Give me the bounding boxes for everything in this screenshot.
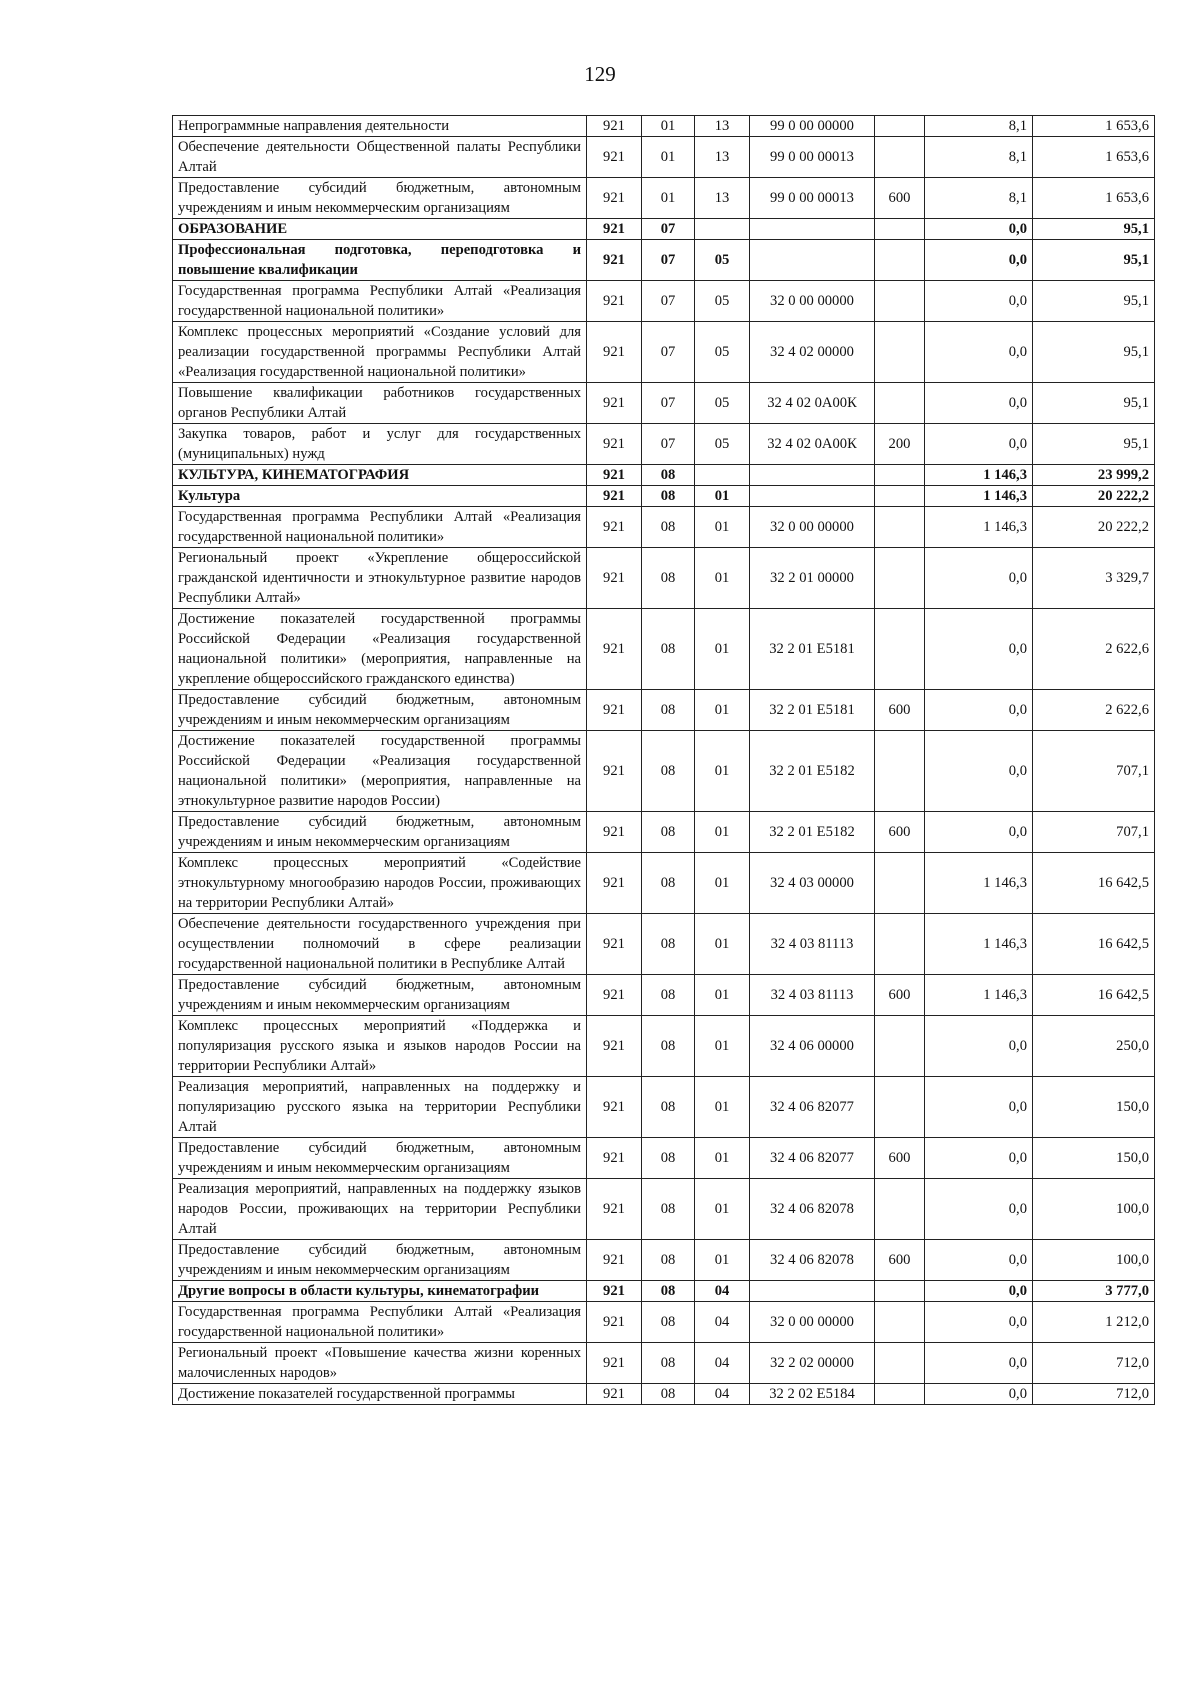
expense-type	[875, 281, 925, 322]
table-row	[173, 1384, 1155, 1405]
subsection-code: 05	[695, 424, 750, 465]
org-code: 921	[587, 507, 642, 548]
amount-1: 0,0	[925, 240, 1033, 281]
item-name: Предоставление субсидий бюджетным, автономным учреждениям и иным некоммерческим организациям	[173, 975, 587, 1016]
amount-2: 20 222,2	[1033, 507, 1155, 548]
amount-2: 712,0	[1033, 1384, 1155, 1405]
item-name: Реализация мероприятий, направленных на поддержку языков народов России, проживающих на территории Республики Алтай	[173, 1179, 587, 1240]
org-code: 921	[587, 383, 642, 424]
amount-2: 1 653,6	[1033, 178, 1155, 219]
org-code: 921	[587, 548, 642, 609]
table-row	[173, 322, 1155, 383]
target-article	[750, 240, 875, 281]
target-article: 32 4 06 82078	[750, 1240, 875, 1281]
item-name: Обеспечение деятельности Общественной палаты Республики Алтай	[173, 137, 587, 178]
amount-2: 95,1	[1033, 383, 1155, 424]
item-name: Культура	[173, 486, 587, 507]
amount-1: 8,1	[925, 116, 1033, 137]
target-article: 32 2 01 Е5182	[750, 731, 875, 812]
item-name: Достижение показателей государственной программы Российской Федерации «Реализация государственной национальной политики» (мероприятия, направленные на этнокультурное развитие народов России)	[173, 731, 587, 812]
amount-1: 0,0	[925, 1343, 1033, 1384]
expense-type: 600	[875, 690, 925, 731]
amount-2: 16 642,5	[1033, 975, 1155, 1016]
amount-2: 2 622,6	[1033, 690, 1155, 731]
item-name: Профессиональная подготовка, переподготовка и повышение квалификации	[173, 240, 587, 281]
expense-type	[875, 853, 925, 914]
item-name: Комплекс процессных мероприятий «Создание условий для реализации государственной программы Республики Алтай «Реализация государственной национальной политики»	[173, 322, 587, 383]
amount-2: 1 212,0	[1033, 1302, 1155, 1343]
subsection-code: 01	[695, 609, 750, 690]
amount-1: 0,0	[925, 609, 1033, 690]
amount-2: 100,0	[1033, 1240, 1155, 1281]
amount-1: 1 146,3	[925, 465, 1033, 486]
subsection-code: 04	[695, 1343, 750, 1384]
amount-2: 100,0	[1033, 1179, 1155, 1240]
target-article: 32 2 02 00000	[750, 1343, 875, 1384]
amount-1: 0,0	[925, 1240, 1033, 1281]
org-code: 921	[587, 1281, 642, 1302]
expense-type	[875, 1179, 925, 1240]
target-article: 99 0 00 00000	[750, 116, 875, 137]
item-name: Государственная программа Республики Алтай «Реализация государственной национальной политики»	[173, 507, 587, 548]
section-code: 07	[642, 240, 695, 281]
table-row	[173, 486, 1155, 507]
amount-1: 1 146,3	[925, 507, 1033, 548]
table-row	[173, 281, 1155, 322]
amount-1: 8,1	[925, 137, 1033, 178]
amount-1: 0,0	[925, 812, 1033, 853]
subsection-code: 01	[695, 914, 750, 975]
amount-1: 0,0	[925, 690, 1033, 731]
org-code: 921	[587, 281, 642, 322]
amount-2: 95,1	[1033, 219, 1155, 240]
expense-type	[875, 609, 925, 690]
expense-type	[875, 383, 925, 424]
item-name: Государственная программа Республики Алтай «Реализация государственной национальной политики»	[173, 281, 587, 322]
expense-type: 200	[875, 424, 925, 465]
table-row	[173, 609, 1155, 690]
target-article: 32 2 01 00000	[750, 548, 875, 609]
subsection-code: 01	[695, 1179, 750, 1240]
amount-2: 707,1	[1033, 812, 1155, 853]
target-article: 32 2 02 Е5184	[750, 1384, 875, 1405]
target-article: 32 0 00 00000	[750, 281, 875, 322]
expense-type	[875, 137, 925, 178]
org-code: 921	[587, 1343, 642, 1384]
expense-type	[875, 240, 925, 281]
target-article	[750, 1281, 875, 1302]
amount-2: 250,0	[1033, 1016, 1155, 1077]
item-name: Комплекс процессных мероприятий «Поддержка и популяризация русского языка и языков народов России на территории Республики Алтай»	[173, 1016, 587, 1077]
org-code: 921	[587, 1302, 642, 1343]
target-article: 32 4 02 0А00К	[750, 383, 875, 424]
target-article: 32 4 02 00000	[750, 322, 875, 383]
table-row	[173, 178, 1155, 219]
section-code: 07	[642, 322, 695, 383]
amount-1: 1 146,3	[925, 975, 1033, 1016]
target-article: 99 0 00 00013	[750, 178, 875, 219]
item-name: Достижение показателей государственной программы Российской Федерации «Реализация государственной национальной политики» (мероприятия, направленные на укрепление общероссийского гражданского единства)	[173, 609, 587, 690]
table-row	[173, 1138, 1155, 1179]
org-code: 921	[587, 219, 642, 240]
item-name: Региональный проект «Повышение качества жизни коренных малочисленных народов»	[173, 1343, 587, 1384]
section-code: 08	[642, 1077, 695, 1138]
amount-1: 1 146,3	[925, 914, 1033, 975]
section-code: 08	[642, 690, 695, 731]
table-row	[173, 731, 1155, 812]
section-code: 08	[642, 507, 695, 548]
amount-2: 150,0	[1033, 1077, 1155, 1138]
amount-2: 20 222,2	[1033, 486, 1155, 507]
expense-type	[875, 1281, 925, 1302]
table-row	[173, 1077, 1155, 1138]
item-name: КУЛЬТУРА, КИНЕМАТОГРАФИЯ	[173, 465, 587, 486]
expense-type	[875, 507, 925, 548]
amount-1: 1 146,3	[925, 486, 1033, 507]
amount-2: 95,1	[1033, 281, 1155, 322]
item-name: Предоставление субсидий бюджетным, автономным учреждениям и иным некоммерческим организациям	[173, 1138, 587, 1179]
subsection-code: 01	[695, 1138, 750, 1179]
section-code: 01	[642, 137, 695, 178]
amount-2: 1 653,6	[1033, 116, 1155, 137]
target-article: 32 0 00 00000	[750, 507, 875, 548]
expense-type	[875, 465, 925, 486]
table-row	[173, 116, 1155, 137]
subsection-code: 05	[695, 281, 750, 322]
expense-type	[875, 322, 925, 383]
subsection-code: 01	[695, 690, 750, 731]
org-code: 921	[587, 240, 642, 281]
amount-1: 8,1	[925, 178, 1033, 219]
amount-1: 0,0	[925, 424, 1033, 465]
subsection-code: 01	[695, 853, 750, 914]
target-article: 32 4 02 0А00К	[750, 424, 875, 465]
expense-type	[875, 116, 925, 137]
org-code: 921	[587, 178, 642, 219]
org-code: 921	[587, 1384, 642, 1405]
item-name: Обеспечение деятельности государственного учреждения при осуществлении полномочий в сфере реализации государственной национальной политики в Республике Алтай	[173, 914, 587, 975]
amount-2: 2 622,6	[1033, 609, 1155, 690]
table-row	[173, 1179, 1155, 1240]
org-code: 921	[587, 853, 642, 914]
target-article	[750, 219, 875, 240]
table-row	[173, 465, 1155, 486]
table-row	[173, 812, 1155, 853]
section-code: 08	[642, 1138, 695, 1179]
section-code: 08	[642, 1179, 695, 1240]
expense-type: 600	[875, 812, 925, 853]
table-row	[173, 548, 1155, 609]
table-row	[173, 1343, 1155, 1384]
org-code: 921	[587, 116, 642, 137]
subsection-code: 13	[695, 178, 750, 219]
expense-type	[875, 1077, 925, 1138]
table-row	[173, 914, 1155, 975]
section-code: 08	[642, 486, 695, 507]
amount-1: 0,0	[925, 1138, 1033, 1179]
amount-2: 23 999,2	[1033, 465, 1155, 486]
item-name: Предоставление субсидий бюджетным, автономным учреждениям и иным некоммерческим организациям	[173, 1240, 587, 1281]
expense-type	[875, 486, 925, 507]
budget-table	[172, 115, 1155, 1405]
item-name: Другие вопросы в области культуры, кинематографии	[173, 1281, 587, 1302]
item-name: Закупка товаров, работ и услуг для государственных (муниципальных) нужд	[173, 424, 587, 465]
section-code: 08	[642, 812, 695, 853]
item-name: Предоставление субсидий бюджетным, автономным учреждениям и иным некоммерческим организациям	[173, 178, 587, 219]
expense-type	[875, 1302, 925, 1343]
section-code: 08	[642, 609, 695, 690]
section-code: 07	[642, 281, 695, 322]
org-code: 921	[587, 731, 642, 812]
org-code: 921	[587, 1179, 642, 1240]
subsection-code: 04	[695, 1281, 750, 1302]
table-row	[173, 1240, 1155, 1281]
target-article: 32 0 00 00000	[750, 1302, 875, 1343]
target-article: 32 4 03 00000	[750, 853, 875, 914]
section-code: 08	[642, 465, 695, 486]
section-code: 08	[642, 1240, 695, 1281]
table-row	[173, 690, 1155, 731]
amount-2: 95,1	[1033, 424, 1155, 465]
section-code: 08	[642, 1302, 695, 1343]
amount-2: 16 642,5	[1033, 853, 1155, 914]
table-row	[173, 1016, 1155, 1077]
subsection-code: 01	[695, 548, 750, 609]
section-code: 08	[642, 1384, 695, 1405]
expense-type: 600	[875, 1240, 925, 1281]
amount-1: 1 146,3	[925, 853, 1033, 914]
subsection-code: 05	[695, 383, 750, 424]
item-name: ОБРАЗОВАНИЕ	[173, 219, 587, 240]
amount-2: 712,0	[1033, 1343, 1155, 1384]
amount-1: 0,0	[925, 383, 1033, 424]
amount-2: 3 777,0	[1033, 1281, 1155, 1302]
target-article: 99 0 00 00013	[750, 137, 875, 178]
amount-2: 95,1	[1033, 240, 1155, 281]
org-code: 921	[587, 609, 642, 690]
target-article: 32 4 03 81113	[750, 975, 875, 1016]
amount-2: 150,0	[1033, 1138, 1155, 1179]
amount-2: 95,1	[1033, 322, 1155, 383]
subsection-code	[695, 219, 750, 240]
amount-1: 0,0	[925, 322, 1033, 383]
item-name: Достижение показателей государственной программы	[173, 1384, 587, 1405]
target-article: 32 4 06 82078	[750, 1179, 875, 1240]
amount-2: 707,1	[1033, 731, 1155, 812]
target-article	[750, 486, 875, 507]
subsection-code: 01	[695, 1240, 750, 1281]
expense-type	[875, 219, 925, 240]
section-code: 08	[642, 731, 695, 812]
expense-type: 600	[875, 975, 925, 1016]
org-code: 921	[587, 812, 642, 853]
table-row	[173, 219, 1155, 240]
amount-1: 0,0	[925, 281, 1033, 322]
amount-2: 16 642,5	[1033, 914, 1155, 975]
section-code: 01	[642, 178, 695, 219]
amount-2: 3 329,7	[1033, 548, 1155, 609]
expense-type	[875, 1384, 925, 1405]
section-code: 08	[642, 1343, 695, 1384]
expense-type	[875, 1343, 925, 1384]
org-code: 921	[587, 975, 642, 1016]
item-name: Предоставление субсидий бюджетным, автономным учреждениям и иным некоммерческим организациям	[173, 690, 587, 731]
table-row	[173, 240, 1155, 281]
target-article: 32 4 06 00000	[750, 1016, 875, 1077]
org-code: 921	[587, 465, 642, 486]
amount-1: 0,0	[925, 1077, 1033, 1138]
target-article: 32 2 01 Е5181	[750, 609, 875, 690]
table-row	[173, 1281, 1155, 1302]
amount-2: 1 653,6	[1033, 137, 1155, 178]
subsection-code: 13	[695, 116, 750, 137]
amount-1: 0,0	[925, 1281, 1033, 1302]
section-code: 08	[642, 548, 695, 609]
org-code: 921	[587, 322, 642, 383]
target-article	[750, 465, 875, 486]
amount-1: 0,0	[925, 548, 1033, 609]
target-article: 32 4 06 82077	[750, 1138, 875, 1179]
amount-1: 0,0	[925, 1016, 1033, 1077]
section-code: 01	[642, 116, 695, 137]
item-name: Региональный проект «Укрепление общероссийской гражданской идентичности и этнокультурное развитие народов Республики Алтай»	[173, 548, 587, 609]
expense-type: 600	[875, 178, 925, 219]
amount-1: 0,0	[925, 219, 1033, 240]
section-code: 08	[642, 853, 695, 914]
section-code: 07	[642, 383, 695, 424]
amount-1: 0,0	[925, 731, 1033, 812]
item-name: Государственная программа Республики Алтай «Реализация государственной национальной политики»	[173, 1302, 587, 1343]
target-article: 32 4 03 81113	[750, 914, 875, 975]
target-article: 32 2 01 Е5181	[750, 690, 875, 731]
section-code: 07	[642, 219, 695, 240]
section-code: 08	[642, 975, 695, 1016]
subsection-code: 01	[695, 812, 750, 853]
subsection-code: 04	[695, 1302, 750, 1343]
expense-type	[875, 731, 925, 812]
subsection-code: 13	[695, 137, 750, 178]
amount-1: 0,0	[925, 1179, 1033, 1240]
subsection-code: 01	[695, 975, 750, 1016]
expense-type	[875, 548, 925, 609]
org-code: 921	[587, 137, 642, 178]
org-code: 921	[587, 424, 642, 465]
table-row	[173, 424, 1155, 465]
subsection-code: 01	[695, 1077, 750, 1138]
page-number: 129	[584, 62, 616, 86]
table-row	[173, 137, 1155, 178]
org-code: 921	[587, 486, 642, 507]
table-row	[173, 383, 1155, 424]
subsection-code: 05	[695, 240, 750, 281]
item-name: Повышение квалификации работников государственных органов Республики Алтай	[173, 383, 587, 424]
table-row	[173, 507, 1155, 548]
section-code: 08	[642, 1016, 695, 1077]
subsection-code	[695, 465, 750, 486]
table-row	[173, 975, 1155, 1016]
item-name: Непрограммные направления деятельности	[173, 116, 587, 137]
org-code: 921	[587, 1016, 642, 1077]
table-row	[173, 1302, 1155, 1343]
subsection-code: 05	[695, 322, 750, 383]
section-code: 08	[642, 1281, 695, 1302]
subsection-code: 01	[695, 1016, 750, 1077]
subsection-code: 01	[695, 486, 750, 507]
expense-type	[875, 1016, 925, 1077]
expense-type	[875, 914, 925, 975]
amount-1: 0,0	[925, 1302, 1033, 1343]
subsection-code: 01	[695, 507, 750, 548]
target-article: 32 4 06 82077	[750, 1077, 875, 1138]
item-name: Комплекс процессных мероприятий «Содействие этнокультурному многообразию народов России, проживающих на территории Республики Алтай»	[173, 853, 587, 914]
item-name: Реализация мероприятий, направленных на поддержку и популяризацию русского языка на территории Республики Алтай	[173, 1077, 587, 1138]
amount-1: 0,0	[925, 1384, 1033, 1405]
section-code: 07	[642, 424, 695, 465]
org-code: 921	[587, 1138, 642, 1179]
table-row	[173, 853, 1155, 914]
expense-type: 600	[875, 1138, 925, 1179]
org-code: 921	[587, 1240, 642, 1281]
org-code: 921	[587, 690, 642, 731]
section-code: 08	[642, 914, 695, 975]
item-name: Предоставление субсидий бюджетным, автономным учреждениям и иным некоммерческим организациям	[173, 812, 587, 853]
target-article: 32 2 01 Е5182	[750, 812, 875, 853]
org-code: 921	[587, 1077, 642, 1138]
subsection-code: 04	[695, 1384, 750, 1405]
subsection-code: 01	[695, 731, 750, 812]
org-code: 921	[587, 914, 642, 975]
